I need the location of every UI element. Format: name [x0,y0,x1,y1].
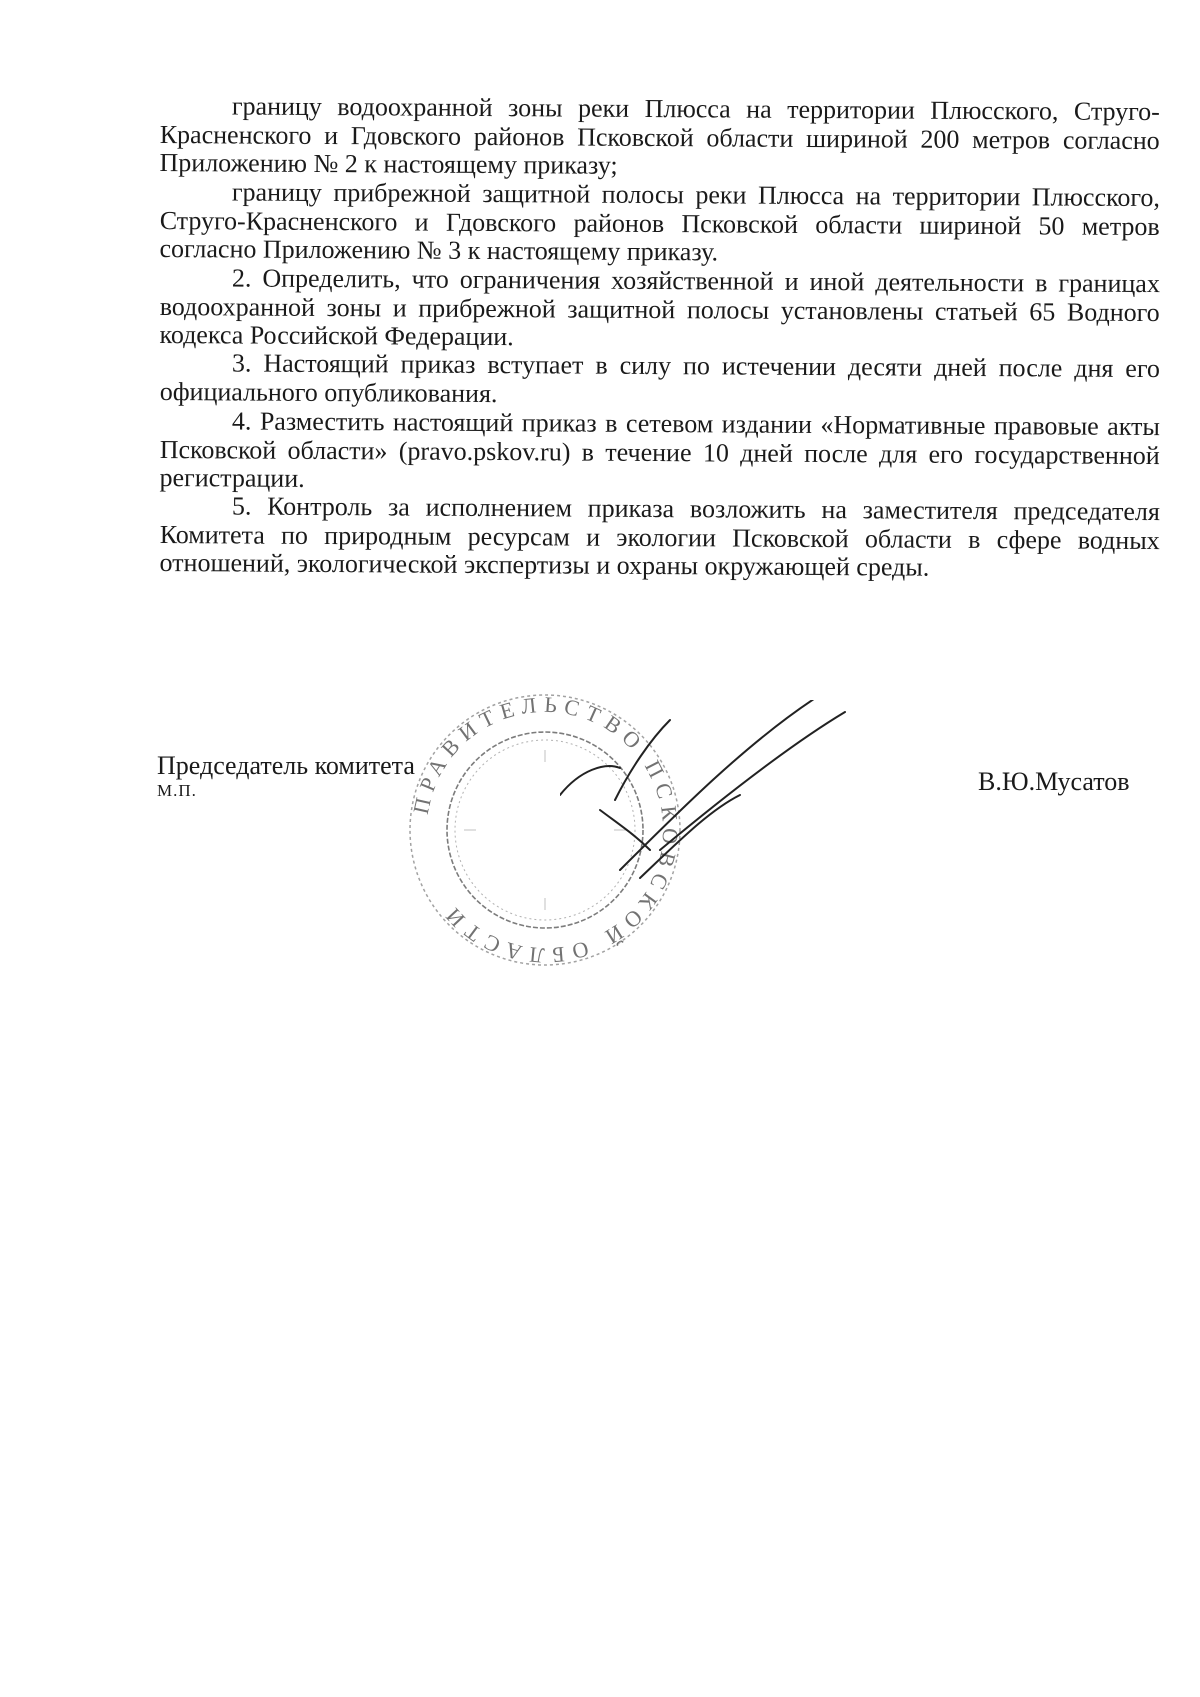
paragraph-item-2: 2. Определить, что ограничения хозяйственной и иной деятельности в границах водоохранной зоны и прибрежной защитной полосы установлены статьей 65 Водного кодекса Российской Федерации. [159,263,1160,351]
paragraph-coastal-protective-strip: границу прибрежной защитной полосы реки Плюсса на территории Плюсского, Струго-Красненского и Гдовского районов Псковской области шириной 50 метров согласно Приложению № 3 к настоящему приказу. [159,177,1160,267]
signatory-title: Председатель комитета [157,751,415,780]
document-body [159,91,1160,583]
seal-place-mark: М.П. [157,781,197,800]
signatory-name: В.Ю.Мусатов [978,767,1130,796]
paragraph-water-protection-zone: границу водоохранной зоны реки Плюсса на территории Плюсского, Струго-Красненского и Гдовского районов Псковской области шириной 200 метров согласно Приложению № 2 к настоящему приказу; [159,91,1160,180]
paragraph-item-3: 3. Настоящий приказ вступает в силу по истечении десяти дней после дня его официального опубликования. [159,348,1160,408]
paragraph-item-5: 5. Контроль за исполнением приказа возложить на заместителя председателя Комитета по природным ресурсам и экологии Псковской области в сфере водных отношений, экологической экспертизы и охраны окружающей среды. [159,491,1160,583]
stamp-outer-text: ПРАВИТЕЛЬСТВО ПСКОВСКОЙ ОБЛАСТИ [407,691,684,969]
handwritten-signature [560,700,860,880]
paragraph-item-4: 4. Разместить настоящий приказ в сетевом издании «Нормативные правовые акты Псковской области» (pravo.pskov.ru) в течение 10 дней после для его государственной регистрации. [159,405,1160,493]
